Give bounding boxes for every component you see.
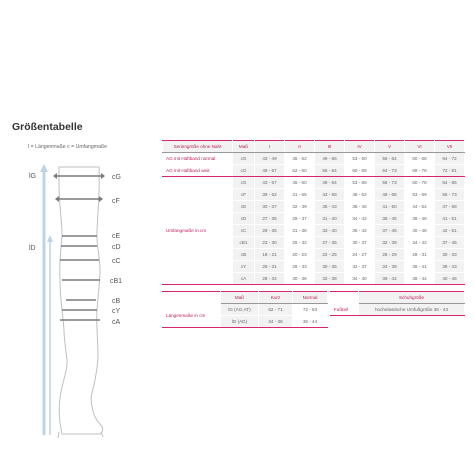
value-cell: 28 - 31 (405, 249, 435, 261)
page-title: Größentabelle (12, 121, 83, 133)
length-arrow-lg (40, 164, 48, 435)
value-cell: 27 - 35 (255, 213, 285, 225)
value-cell: 64 - 73 (375, 165, 405, 177)
header-cell: Maß (221, 292, 259, 304)
value-cell: 38 - 48 (405, 213, 435, 225)
value-cell: hochelastische Umfußgröße 36 - 43 (359, 304, 465, 316)
header-cell: I (255, 141, 285, 153)
value-cell: 32 - 38 (315, 273, 345, 285)
label-cY: cY (112, 308, 121, 315)
length-table (162, 291, 328, 328)
header-cell: VI (405, 141, 435, 153)
value-cell: 34 - 39 (375, 261, 405, 273)
value-cell: 36 - 42 (375, 273, 405, 285)
value-cell: 31 - 40 (315, 213, 345, 225)
value-cell: 35 - 42 (345, 225, 375, 237)
value-cell: 38 - 44 (405, 273, 435, 285)
value-cell: 43 - 58 (315, 189, 345, 201)
label-cA: cA (112, 319, 121, 326)
label-cF: cF (112, 198, 120, 205)
value-cell: 37 - 45 (435, 237, 465, 249)
header-cell: IV (345, 141, 375, 153)
value-cell: 34 - 42 (345, 213, 375, 225)
value-cell: 39 - 44 (293, 316, 328, 328)
value-cell: 40 - 46 (435, 273, 465, 285)
value-cell: 25 - 32 (285, 237, 315, 249)
value-cell: 20 - 23 (285, 249, 315, 261)
value-cell: 44 - 54 (405, 201, 435, 213)
value-cell: 29 - 36 (255, 225, 285, 237)
row-label: AG mit Haftband normal (163, 153, 233, 165)
value-cell: 30 - 35 (315, 261, 345, 273)
value-cell: 37 - 45 (375, 225, 405, 237)
value-cell: 26 - 29 (375, 249, 405, 261)
mass-cell: cB (233, 249, 255, 261)
value-cell: 30 - 37 (345, 237, 375, 249)
shoe-table (330, 291, 465, 316)
value-cell: 45 - 52 (285, 153, 315, 165)
row-label: Fußteil (331, 304, 359, 316)
value-cell: 35 - 43 (315, 201, 345, 213)
value-cell: 26 - 31 (255, 261, 285, 273)
mass-cell: lG (AG,AT) (221, 304, 259, 316)
mass-cell: cD (233, 213, 255, 225)
value-cell: 34 - 40 (345, 273, 375, 285)
value-cell: 40 - 48 (405, 225, 435, 237)
header-cell: V (375, 141, 405, 153)
header-cell: VII (435, 141, 465, 153)
header-cell: II (285, 141, 315, 153)
table-header-row (331, 292, 465, 304)
table-row (163, 165, 465, 177)
mass-cell: lD (AD) (221, 316, 259, 328)
value-cell: 29 - 37 (285, 213, 315, 225)
leg-diagram-illustration (0, 155, 160, 455)
value-cell: 52 - 60 (285, 165, 315, 177)
mass-cell: cY (233, 261, 255, 273)
value-cell: 27 - 35 (315, 237, 345, 249)
value-cell: 28 - 33 (285, 261, 315, 273)
row-label-umfang: Umfangmaße in cm (163, 177, 233, 285)
value-cell: 41 - 51 (435, 213, 465, 225)
value-cell: 39 - 52 (255, 189, 285, 201)
value-cell: 34 - 42 (405, 237, 435, 249)
table-row (163, 153, 465, 165)
header-cell: Normal (293, 292, 328, 304)
label-cB1: cB1 (110, 278, 123, 285)
table-header-row (163, 141, 465, 153)
value-cell: 42 - 51 (435, 225, 465, 237)
table-row (163, 177, 465, 189)
table-row (331, 304, 465, 316)
header-cell: Maß (233, 141, 255, 153)
value-cell: 64 - 72 (435, 153, 465, 165)
label-lD: lD (29, 245, 36, 252)
mass-cell: cG (233, 153, 255, 165)
value-cell: 56 - 73 (435, 189, 465, 201)
value-cell: 45 - 60 (285, 177, 315, 189)
label-cB: cB (112, 298, 121, 305)
mass-cell: cB1 (233, 237, 255, 249)
label-cE: cE (112, 233, 121, 240)
value-cell: 43 - 57 (255, 177, 285, 189)
value-cell: 22 - 25 (315, 249, 345, 261)
value-cell: 28 - 34 (255, 273, 285, 285)
mass-cell: cC (233, 225, 255, 237)
size-table (162, 140, 465, 285)
value-cell: 30 - 37 (255, 201, 285, 213)
value-cell: 32 - 39 (375, 237, 405, 249)
value-cell: 41 - 55 (285, 189, 315, 201)
value-cell: 60 - 68 (405, 153, 435, 165)
value-cell: 56 - 64 (315, 165, 345, 177)
value-cell: 32 - 39 (285, 201, 315, 213)
value-cell: 53 - 69 (405, 189, 435, 201)
value-cell: 32 - 37 (345, 261, 375, 273)
value-cell: 23 - 30 (255, 237, 285, 249)
value-cell: 49 - 64 (315, 177, 345, 189)
value-cell: 34 - 38 (259, 316, 293, 328)
value-cell: 62 - 71 (259, 304, 293, 316)
value-cell: 53 - 60 (345, 153, 375, 165)
mass-cell: cG (233, 177, 255, 189)
header-cell: Schuhgröße (359, 292, 465, 304)
value-cell: 56 - 73 (375, 177, 405, 189)
value-cell: 18 - 21 (255, 249, 285, 261)
value-cell: 53 - 69 (345, 177, 375, 189)
value-cell: 72 - 81 (435, 165, 465, 177)
value-cell: 33 - 40 (315, 225, 345, 237)
mass-cell: cG (233, 165, 255, 177)
value-cell: 38 - 46 (345, 201, 375, 213)
mass-cell: cF (233, 189, 255, 201)
row-label: Längenmaße in cm (163, 304, 221, 328)
row-label: AG mit Haftband weit (163, 165, 233, 177)
length-arrow-ld (47, 235, 53, 435)
label-cG: cG (112, 174, 121, 181)
value-cell: 49 - 56 (315, 153, 345, 165)
legend-text: l = Längenmaße c = Umfangmaße (28, 144, 108, 150)
value-cell: 36 - 45 (375, 213, 405, 225)
value-cell: 30 - 33 (435, 249, 465, 261)
value-cell: 60 - 78 (405, 177, 435, 189)
label-cC: cC (112, 258, 121, 265)
value-cell: 49 - 65 (375, 189, 405, 201)
value-cell: 41 - 50 (375, 201, 405, 213)
value-cell: 56 - 64 (375, 153, 405, 165)
table-row (163, 304, 328, 316)
mass-cell: cE (233, 201, 255, 213)
value-cell: 49 - 57 (255, 165, 285, 177)
value-cell: 38 - 43 (435, 261, 465, 273)
value-cell: 69 - 78 (405, 165, 435, 177)
value-cell: 46 - 62 (345, 189, 375, 201)
header-cell: Kurz (259, 292, 293, 304)
value-cell: 72 - 83 (293, 304, 328, 316)
label-cD: cD (112, 244, 121, 251)
value-cell: 24 - 27 (345, 249, 375, 261)
value-cell: 43 - 49 (255, 153, 285, 165)
value-cell: 47 - 58 (435, 201, 465, 213)
header-cell: III (315, 141, 345, 153)
value-cell: 31 - 38 (285, 225, 315, 237)
header-cell: Seriengröße ohne Naht (163, 141, 233, 153)
value-cell: 60 - 69 (345, 165, 375, 177)
value-cell: 64 - 85 (435, 177, 465, 189)
value-cell: 36 - 41 (405, 261, 435, 273)
value-cell: 30 - 36 (285, 273, 315, 285)
table-header-row (163, 292, 328, 304)
mass-cell: cA (233, 273, 255, 285)
label-lG: lG (29, 173, 36, 180)
